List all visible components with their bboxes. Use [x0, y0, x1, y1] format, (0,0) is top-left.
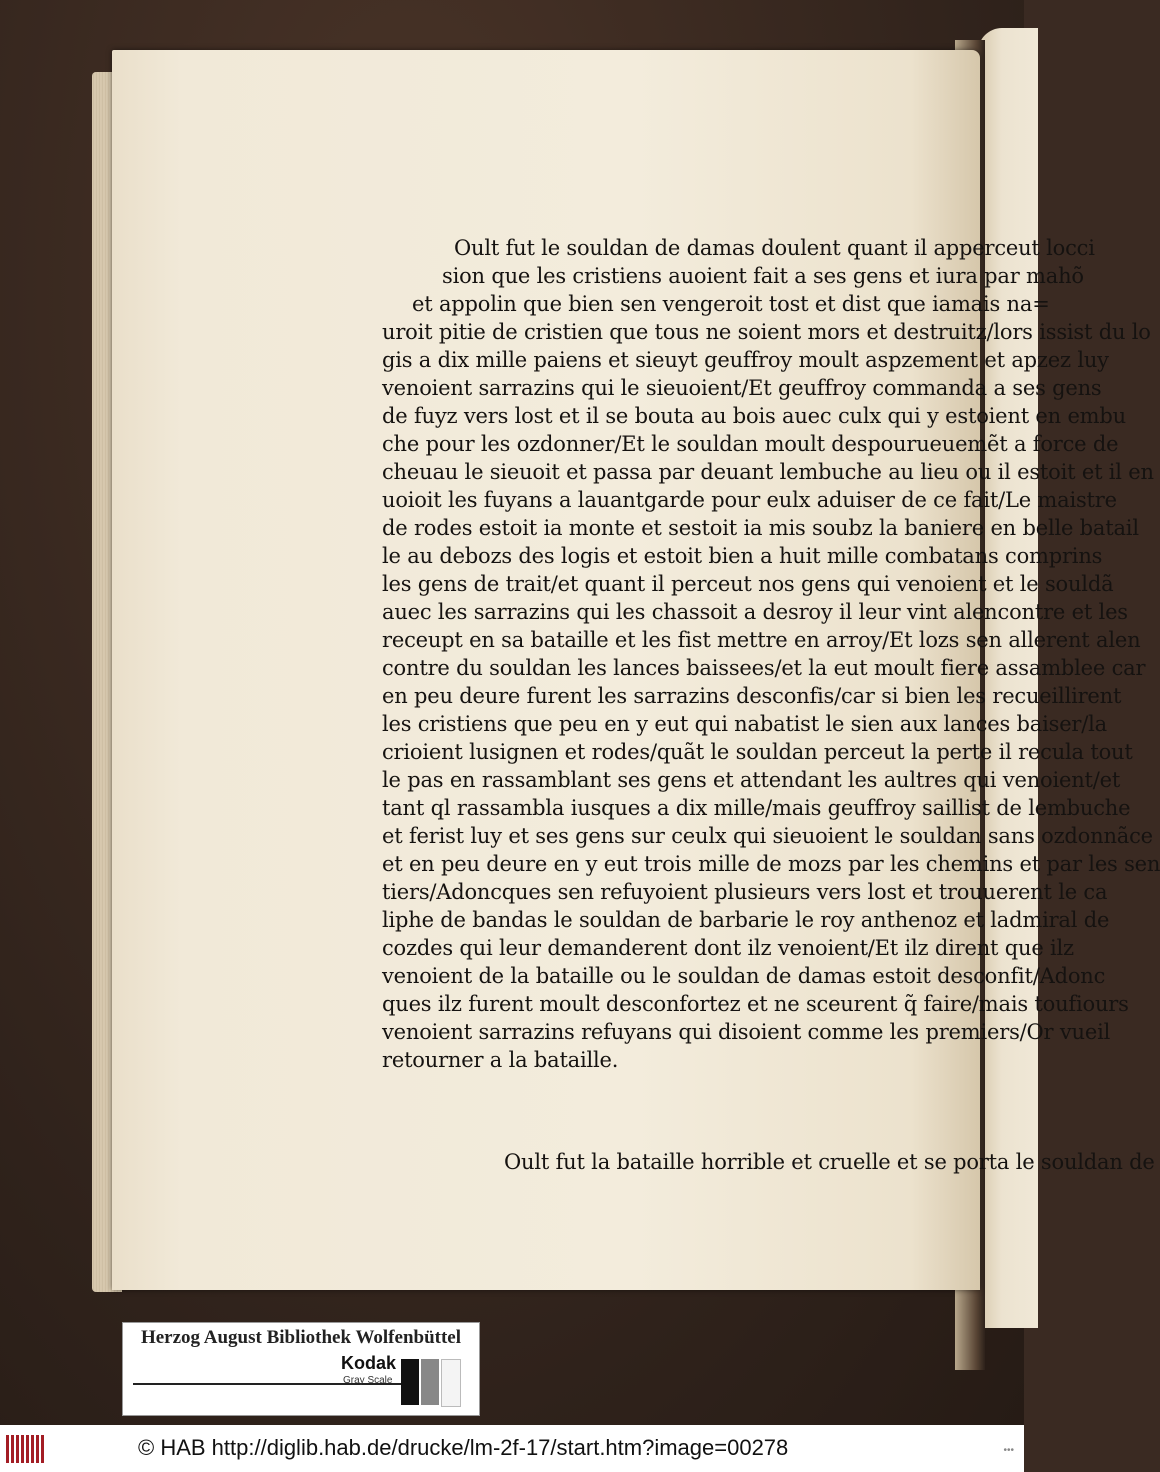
text-line: cheuau le sieuoit et passa par deuant lembuche au lieu ou il estoit et il en	[382, 460, 1154, 484]
color-calibration-card	[122, 1322, 480, 1416]
text-line: de fuyz vers lost et il se bouta au bois auec culx qui y estoient en embu	[382, 404, 1126, 428]
white-patch	[441, 1359, 461, 1407]
text-line: ques ilz furent moult desconfortez et ne sceurent q̃ faire/mais toufiours	[382, 992, 1129, 1016]
hab-logo-icon	[6, 1435, 46, 1463]
text-line: che pour les ozdonner/Et le souldan moult despourueuemẽt a force de	[382, 432, 1119, 456]
text-line: les gens de trait/et quant il perceut nos gens qui venoient et le souldã	[382, 572, 1114, 596]
text-line: tant ql rassambla iusques a dix mille/mais geuffroy saillist de lembuche	[382, 796, 1131, 820]
text-line: de rodes estoit ia monte et sestoit ia mis soubz la baniere en belle batail	[382, 516, 1139, 540]
text-line: venoient sarrazins qui le sieuoient/Et geuffroy commanda a ses gens	[382, 376, 1102, 400]
text-line: uroit pitie de cristien que tous ne soient mors et destruitz/lors issist du lo	[382, 320, 1151, 344]
black-patch	[401, 1359, 419, 1405]
text-line: contre du souldan les lances baissees/et la eut moult fiere assamblee car	[382, 656, 1146, 680]
text-line: et appolin que bien sen vengeroit tost et dist que iamais na=	[412, 292, 1050, 316]
text-line: uoioit les fuyans a lauantgarde pour eulx aduiser de ce fait/Le maistre	[382, 488, 1117, 512]
text-line: venoient sarrazins refuyans qui disoient comme les premiers/Or vueil	[382, 1020, 1111, 1044]
text-line: crioient lusignen et rodes/quãt le souldan perceut la perte il recula tout	[382, 740, 1133, 764]
text-line: tiers/Adoncques sen refuyoient plusieurs vers lost et trouuerent le ca	[382, 880, 1108, 904]
text-line: en peu deure furent les sarrazins desconfis/car si bien les recueillirent	[382, 684, 1122, 708]
text-line: receupt en sa bataille et les fist mettre en arroy/Et lozs sen allerent alen	[382, 628, 1141, 652]
text-line: retourner a la bataille.	[382, 1048, 619, 1072]
menu-dots-icon[interactable]: •••	[1003, 1445, 1014, 1456]
text-line: les cristiens que peu en y eut qui nabatist le sien aux lances baiser/la	[382, 712, 1107, 736]
text-line: sion que les cristiens auoient fait a ses gens et iura par mahõ	[442, 264, 1084, 288]
text-line: venoient de la bataille ou le souldan de damas estoit desconfit/Adonc	[382, 964, 1106, 988]
text-line: et en peu deure en y eut trois mille de mozs par les chemins et par les sen	[382, 852, 1160, 876]
kodak-label: Kodak	[341, 1353, 397, 1373]
grayscale-label: Gray Scale	[343, 1375, 393, 1386]
next-paragraph: Oult fut la bataille horrible et cruelle et se porta le souldan de	[504, 1150, 1155, 1174]
text-line: le au debozs des logis et estoit bien a huit mille combatans comprins	[382, 544, 1103, 568]
copyright-url[interactable]: © HAB http://diglib.hab.de/drucke/lm-2f-17/start.htm?image=00278	[138, 1435, 789, 1460]
text-line: et ferist luy et ses gens sur ceulx qui sieuoient le souldan sans ozdonnãce	[382, 824, 1153, 848]
text-line: liphe de bandas le souldan de barbarie le roy anthenoz et ladmiral de	[382, 908, 1110, 932]
book-page	[112, 50, 1160, 1290]
gray-patch	[421, 1359, 439, 1405]
text-line: cozdes qui leur demanderent dont ilz venoient/Et ilz dirent que ilz	[382, 936, 1074, 960]
text-line: le pas en rassamblant ses gens et attendant les aultres qui venoient/et	[382, 768, 1121, 792]
footer-bar	[0, 1425, 1024, 1472]
library-name: Herzog August Bibliothek Wolfenbüttel	[140, 1327, 462, 1348]
text-line: Oult fut le souldan de damas doulent quant il apperceut locci	[454, 236, 1095, 260]
text-line: auec les sarrazins qui les chassoit a desroy il leur vint alencontre et les	[382, 600, 1128, 624]
text-line: gis a dix mille paiens et sieuyt geuffroy moult aspzement et apzez luy	[382, 348, 1109, 372]
